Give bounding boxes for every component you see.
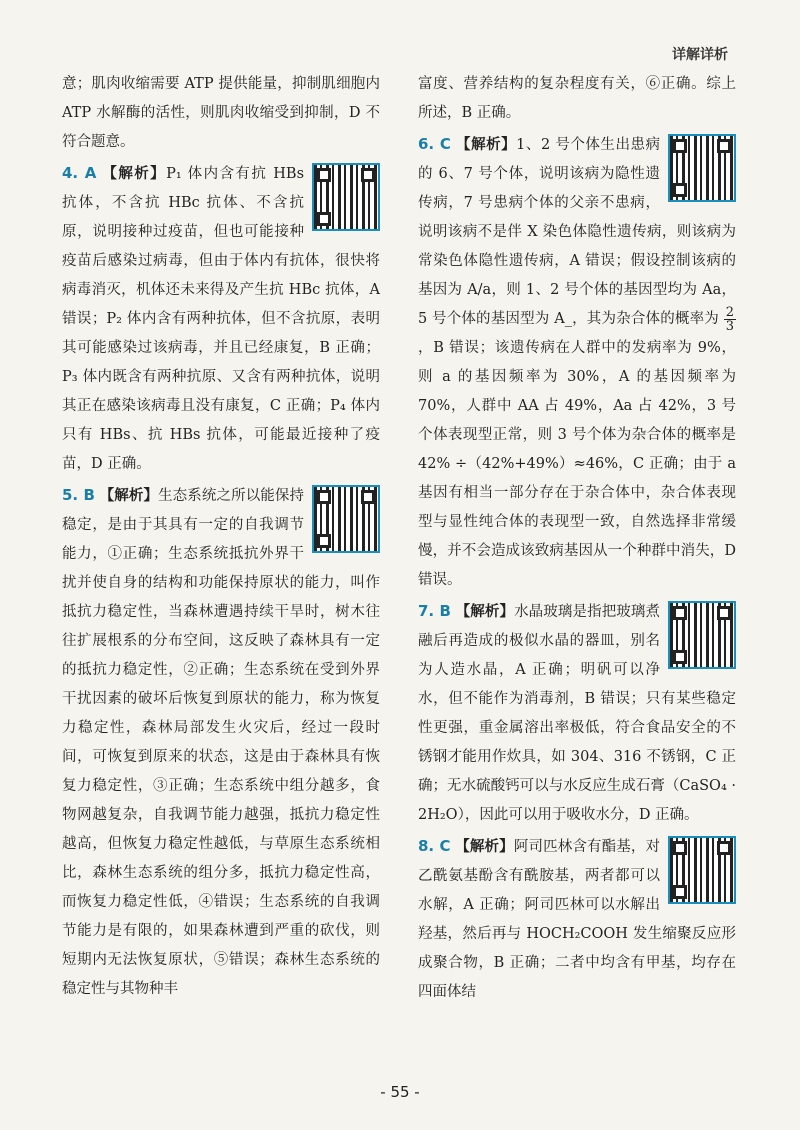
answer-4-tag: 【解析】 [102, 165, 167, 182]
qr-code-icon[interactable] [668, 836, 736, 904]
qr-code-icon[interactable] [312, 485, 380, 553]
right-column [418, 70, 736, 1007]
answer-5 [62, 481, 380, 1004]
qr-code-icon[interactable] [668, 134, 736, 202]
right-continuation: 富度、营养结构的复杂程度有关，⑥正确。综上所述，B 正确。 [418, 76, 736, 121]
left-continuation: 意；肌肉收缩需要 ATP 提供能量，抑制肌细胞内 ATP 水解酶的活性，则肌肉收缩受到抑制，D 不符合题意。 [62, 76, 380, 150]
fraction-numerator: 2 [725, 304, 734, 320]
answer-8-text: 阿司匹林含有酯基，对乙酰氨基酚含有酰胺基，两者都可以水解，A 正确；阿司匹林可以水解出羟基，然后再与 HOCH₂COOH 发生缩聚反应形成聚合物，B 正确；二者中均含有甲基，均存在四面体结 [418, 839, 736, 1000]
left-column [62, 70, 380, 1004]
answer-5-number: 5. B [62, 486, 95, 504]
answer-5-tag: 【解析】 [99, 487, 159, 504]
fraction-denominator: 3 [725, 318, 734, 334]
answer-4-number: 4. A [62, 164, 97, 182]
answer-6 [418, 130, 736, 595]
answer-6-tag: 【解析】 [456, 136, 517, 153]
answer-8-tag: 【解析】 [455, 838, 514, 855]
answer-7 [418, 597, 736, 830]
answer-6-text-a: 1、2 号个体生出患病的 6、7 号个体，说明该病为隐性遗传病，7 号患病个体的父亲不患病，说明该病不是伴 X 染色体隐性遗传病，则该病为常染色体隐性遗传病，A 错误；假设控制该病的基因为 A/a，则 1、2 号个体的基因型均为 Aa，5 号个体的基因型为 A_，其为杂合体的概率为 [418, 137, 736, 327]
answer-4-text: P₁ 体内含有抗 HBs 抗体，不含抗 HBc 抗体、不含抗原，说明接种过疫苗，但也可能接种疫苗后感染过病毒，但由于体内有抗体，很快将病毒消灭，机体还未来得及产生抗 HBc 抗体，A 错误；P₂ 体内含有两种抗体，但不含抗原，表明其可能感染过该病毒，并且已经康复，B 正确；P₃ 体内既含有两种抗原、又含有两种抗体，说明其正在感染该病毒且没有康复，C 正确；P₄ 体内只有 HBs、抗 HBs 抗体，可能最近接种了疫苗，D 正确。 [62, 166, 380, 472]
answer-8-number: 8. C [418, 837, 451, 855]
answer-7-number: 7. B [418, 602, 451, 620]
page-number: - 55 - [380, 1083, 420, 1101]
answer-7-tag: 【解析】 [455, 603, 515, 620]
answer-6-text-b: ，B 错误；该遗传病在人群中的发病率为 9%，则 a 的基因频率为 30%，A 的基因频率为 70%，人群中 AA 占 49%，Aa 占 42%，3 号个体表现型正常，则 3 号个体为杂合体的概率是 42% ÷（42%+49%）≈46%，C 正确；由于 a 基因有相当一部分存在于杂合体中，杂合体表现型与显性纯合体的表现型一致，自然选择非常缓慢，并不会造成该致病基因从一个种群中消失，D 错误。 [418, 340, 736, 588]
fraction [724, 306, 736, 333]
answer-6-number: 6. C [418, 135, 451, 153]
qr-code-icon[interactable] [312, 163, 380, 231]
running-head: 详解详析 [672, 47, 728, 63]
answer-7-text: 水晶玻璃是指把玻璃煮融后再造成的极似水晶的器皿，别名为人造水晶，A 正确；明矾可以净水，但不能作为消毒剂，B 错误；只有某些稳定性更强，重金属溶出率极低，符合食品安全的不锈钢才能用作炊具，如 304、316 不锈钢，C 正确；无水硫酸钙可以与水反应生成石膏（CaSO₄ · 2H₂O），因此可以用于吸收水分，D 正确。 [418, 604, 736, 823]
answer-5-text: 生态系统之所以能保持稳定，是由于其具有一定的自我调节能力，①正确；生态系统抵抗外界干扰并使自身的结构和功能保持原状的能力，叫作抵抗力稳定性，当森林遭遇持续干旱时，树木往往扩展根系的分布空间，这反映了森林具有一定的抵抗力稳定性，②正确；生态系统在受到外界干扰因素的破坏后恢复到原状的能力，称为恢复力稳定性，森林局部发生火灾后，经过一段时间，可恢复到原来的状态，这是由于森林具有恢复力稳定性，③正确；生态系统中组分越多，食物网越复杂，自我调节能力越强，抵抗力稳定性越高，但恢复力稳定性越低，与草原生态系统相比，森林生态系统的组分多，抵抗力稳定性高，而恢复力稳定性低，④错误；生态系统的自我调节能力是有限的，如果森林遭到严重的砍伐，则短期内无法恢复原状，⑤错误；森林生态系统的稳定性与其物种丰 [62, 488, 380, 997]
answer-8 [418, 832, 736, 1007]
qr-code-icon[interactable] [668, 601, 736, 669]
answer-4 [62, 159, 380, 479]
